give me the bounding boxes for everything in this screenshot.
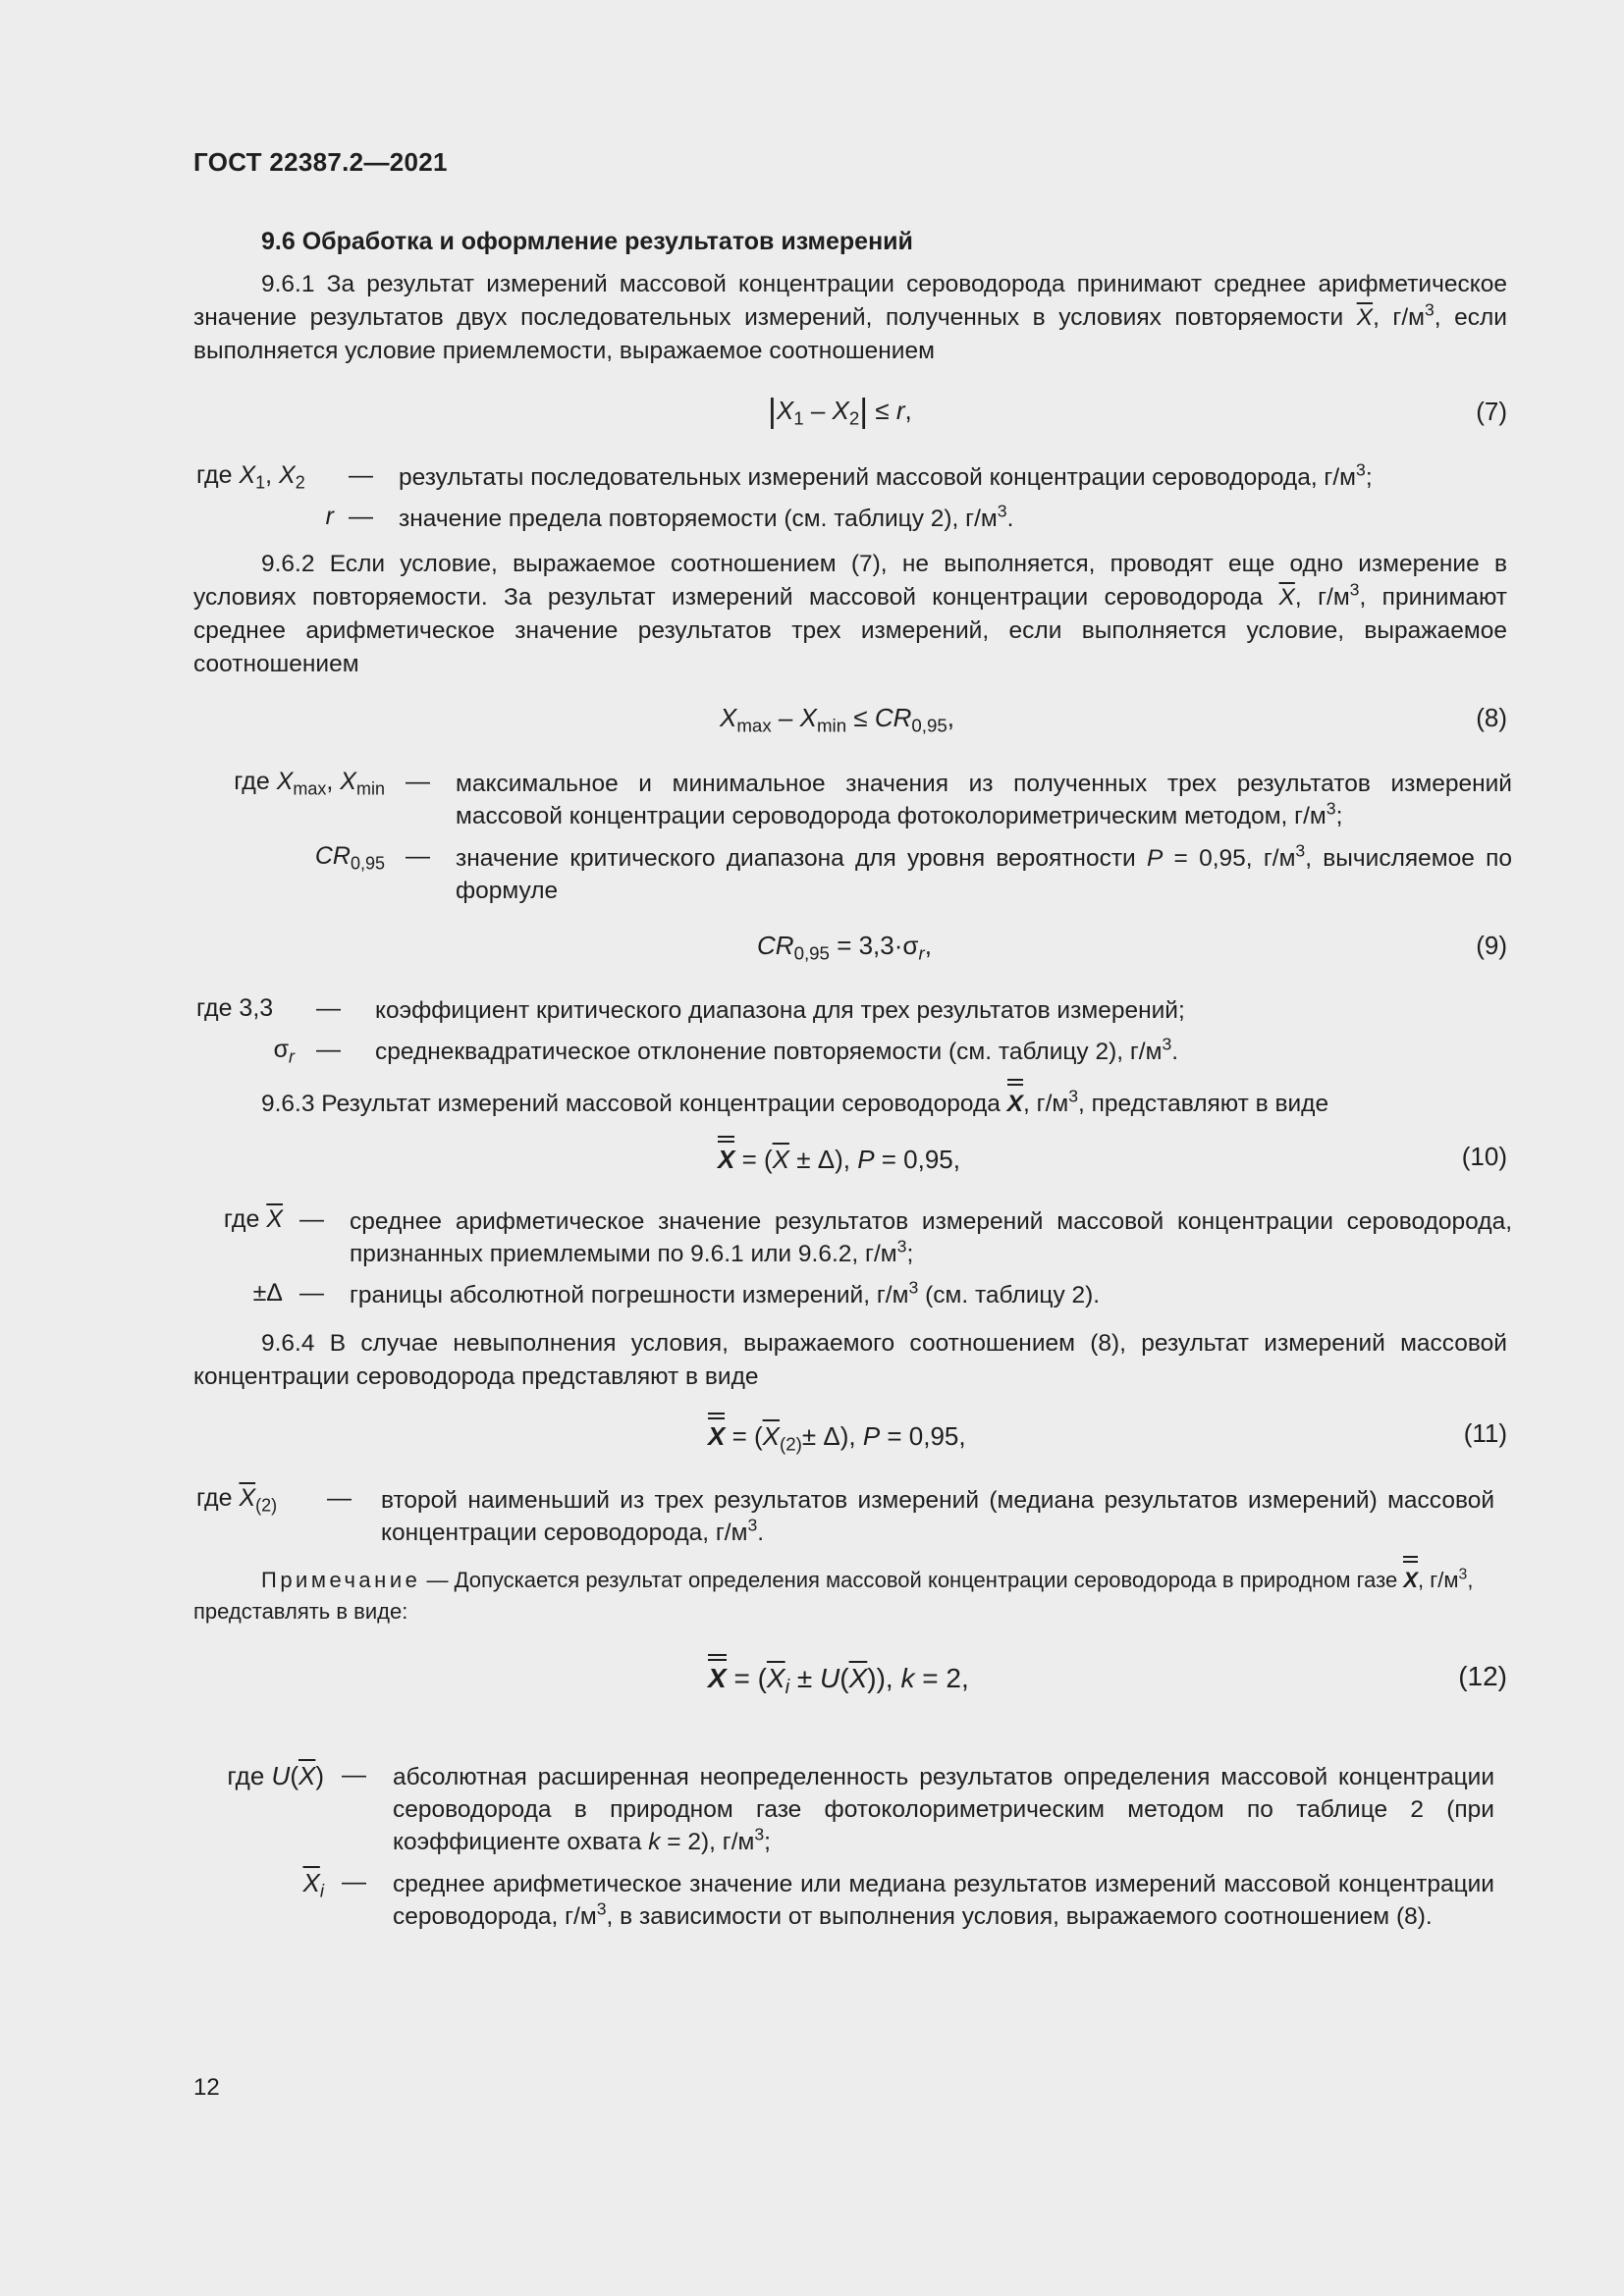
definition-symbol: где $X_1$, $X_2$ — [196, 461, 305, 493]
note: Примечание — Допускается результат определения массовой концентрации сероводорода в природном газе X, $г/м^3$, представлять в виде: — [193, 1561, 1507, 1628]
definition-text: абсолютная расширенная неопределенность результатов определения массовой концентрации сероводорода в природном газе фотоколориметрическим методом по таблице 2 (при коэффициенте охвата k = 2), $г/м^3$; — [393, 1764, 1494, 1855]
definition-dash: — — [342, 1761, 366, 1789]
definition-text: среднее арифметическое значение результатов измерений массовой концентрации сероводорода, признанных приемлемыми по 9.6.1 или 9.6.2, $г/м^3$; — [350, 1208, 1512, 1267]
equation-number-8: (8) — [1476, 703, 1507, 732]
definition-symbol: ±Δ — [252, 1279, 283, 1307]
equation-number-11: (11) — [1463, 1418, 1507, 1448]
definition-dash: — — [349, 461, 373, 489]
definition-symbol: где 3,3 — [196, 994, 274, 1022]
formula-9: $CR_{0,95} = 3,3\cdot\sigma_r$, — [757, 931, 932, 964]
definition-symbol: $\overline{X}_i$ — [302, 1868, 324, 1901]
definition-symbol: где $\overline{X}$ — [223, 1205, 283, 1233]
definition-symbol: где $\overline{X}_{(2)}$ — [196, 1484, 278, 1516]
definition-text: коэффициент критического диапазона для трех результатов измерений; — [375, 997, 1185, 1024]
document-header: ГОСТ 22387.2—2021 — [193, 147, 448, 177]
section-title: 9.6 Обработка и оформление результатов измерений — [261, 228, 913, 255]
definition-symbol: r — [325, 503, 334, 530]
definition-dash: — — [316, 994, 341, 1022]
equation-number-9: (9) — [1476, 931, 1507, 960]
equation-number-12: (12) — [1458, 1661, 1507, 1691]
definition-text: максимальное и минимальное значения из полученных трех результатов измерений массовой концентрации сероводорода фотоколориметрическим методом, $г/м^3$; — [456, 771, 1512, 829]
definition-dash: — — [299, 1205, 324, 1233]
definition-dash: — — [299, 1279, 324, 1307]
definition-symbol: $\sigma_r$ — [273, 1036, 295, 1067]
definition-text: значение критического диапазона для уровня вероятности P = 0,95, $г/м^3$, вычисляемое по формуле — [456, 840, 1513, 904]
page-number: 12 — [193, 2074, 220, 2101]
equation-number-10: (10) — [1461, 1142, 1507, 1171]
formula-7: $|X_1 - X_2| \le r$, — [768, 393, 912, 430]
definition-dash: — — [316, 1036, 341, 1063]
formula-10: $X = (\overline{X} \pm \Delta)$, P = 0,95, — [718, 1141, 960, 1175]
definition-dash: — — [406, 768, 430, 795]
definition-text: значение предела повторяемости (см. таблицу 2), $г/м^3$. — [399, 501, 1014, 532]
definition-symbol: $CR_{0,95}$ — [314, 842, 385, 874]
definition-text: результаты последовательных измерений массовой концентрации сероводорода, $г/м^3$; — [399, 459, 1373, 491]
definition-text: второй наименьший из трех результатов измерений (медиана результатов измерений) массовой концентрации сероводорода, $г/м^3$. — [381, 1487, 1494, 1546]
definition-dash: — — [327, 1484, 352, 1512]
formula-11: $X = (\overline{X}_{(2)}\pm \Delta)$, P = 0,95, — [708, 1417, 966, 1452]
paragraph-9-6-2: 9.6.2 Если условие, выражаемое соотношением (7), не выполняется, проводят еще одно измерение в условиях повторяемости. За результат измерений массовой концентрации сероводорода $\overline{X}$, $г/м^3$, принимают среднее арифметическое значение результатов трех измерений, если выполняется условие, выражаемое соотношением — [193, 551, 1508, 677]
definition-symbol: где $U(\overline{X})$ — [227, 1761, 324, 1790]
definition-dash: — — [406, 842, 430, 870]
formula-12: $X = (\overline{X}_i \pm U(\overline{X}))$, k = 2, — [708, 1659, 969, 1694]
definition-text: среднеквадратическое отклонение повторяемости (см. таблицу 2), $г/м^3$. — [375, 1034, 1179, 1065]
equation-number-7: (7) — [1476, 397, 1507, 426]
paragraph-9-6-4: 9.6.4 В случае невыполнения условия, выражаемого соотношением (8), результат измерений массовой концентрации сероводорода представляют в виде — [193, 1330, 1507, 1390]
note-label: Примечание — [261, 1568, 421, 1592]
definition-dash: — — [342, 1868, 366, 1896]
definition-symbol: где $X_{max}$, $X_{min}$ — [234, 768, 385, 799]
paragraph-9-6-1: 9.6.1 За результат измерений массовой концентрации сероводорода принимают среднее арифметическое значение результатов двух последовательных измерений, полученных в условиях повторяемости $\overline{X}$, $г/м^3$, если выполняется условие приемлемости, выражаемое соотношением — [193, 271, 1507, 364]
definition-text: границы абсолютной погрешности измерений, $г/м^3$ (см. таблицу 2). — [350, 1277, 1101, 1308]
definition-dash: — — [349, 503, 373, 530]
definition-text: среднее арифметическое значение или медиана результатов измерений массовой концентрации сероводорода, $г/м^3$, в зависимости от выполнения условия, выражаемого соотношением (8). — [393, 1871, 1494, 1930]
paragraph-9-6-3: 9.6.3 Результат измерений массовой концентрации сероводорода X, $г/м^3$, представляют в виде — [193, 1084, 1507, 1121]
formula-8: $X_{max} - X_{min} \le CR_{0,95}$, — [720, 703, 955, 736]
